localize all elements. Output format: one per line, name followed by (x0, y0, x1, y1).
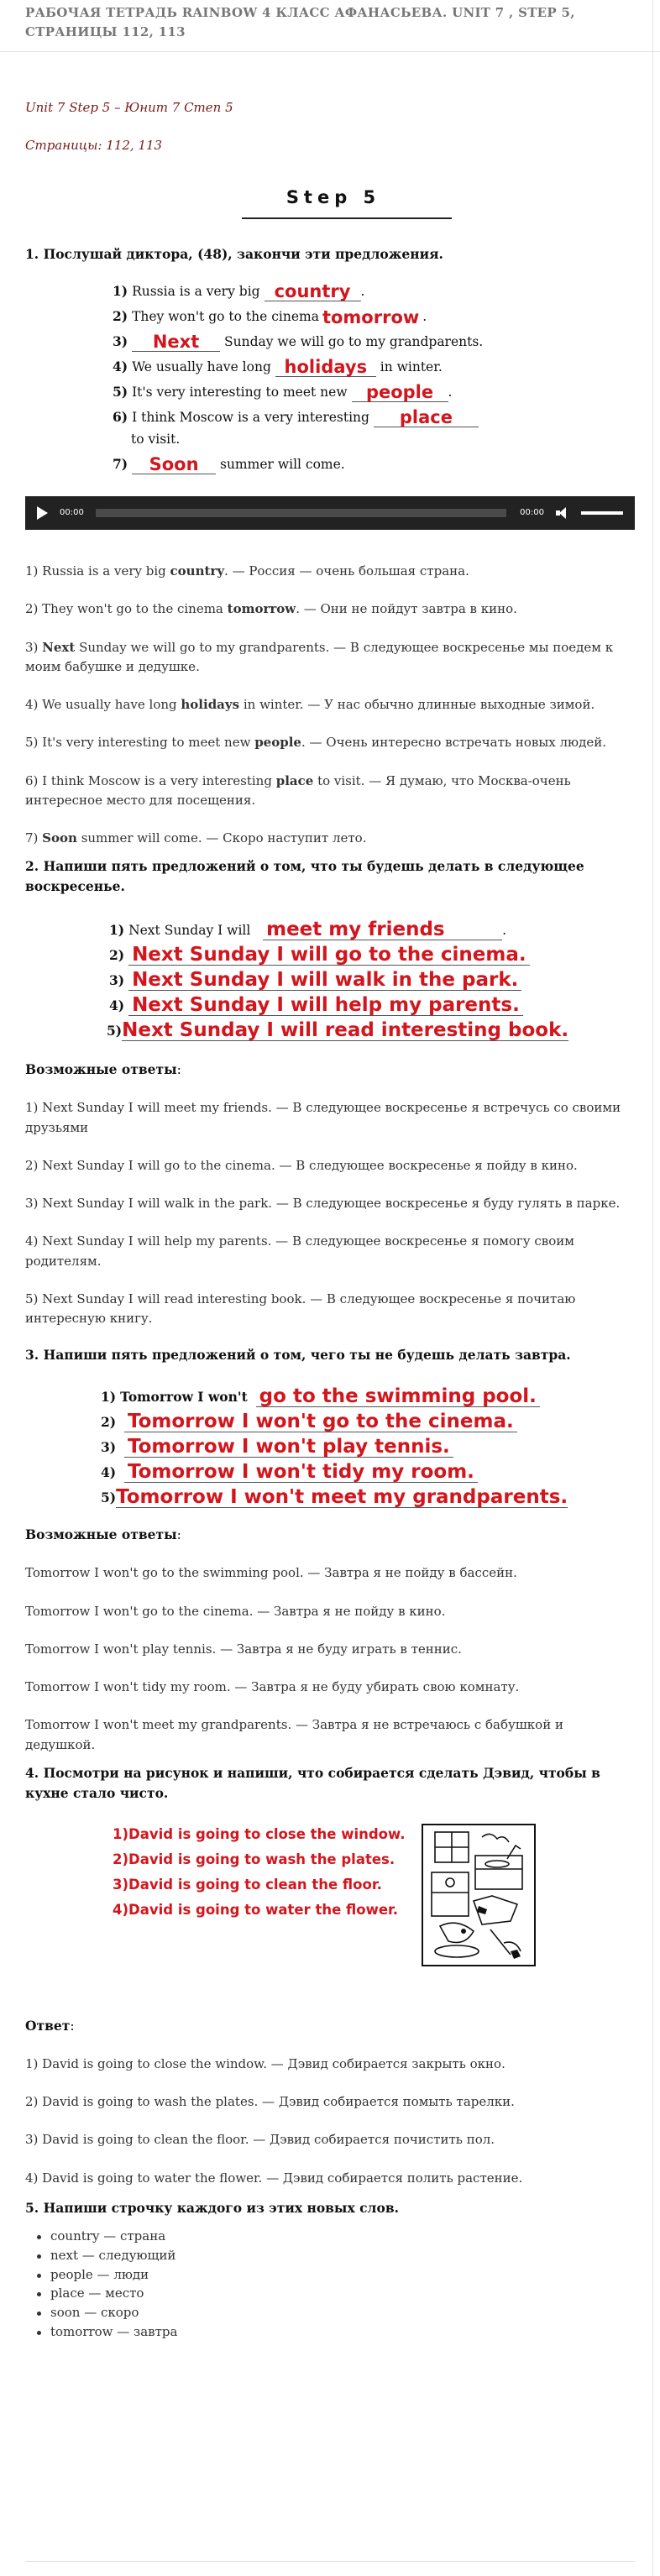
current-time: 00:00 (60, 508, 84, 518)
task4-answer-list (113, 1822, 405, 1923)
task2-line: 5) Next Sunday I will read interesting book. (107, 1019, 569, 1042)
task4-answers (25, 2055, 635, 2188)
answer-paragraph: 3) Next Sunday I will walk in the park. — В следующее воскресенье я буду гулять в парке. (25, 1196, 621, 1212)
task3-line: 4) Tomorrow I won't tidy my room. (101, 1458, 635, 1483)
task4-heading: 4. Посмотри на рисунок и напиши, что собирается сделать Дэвид, чтобы в кухне стало чисто. (25, 1764, 600, 1801)
play-icon[interactable] (37, 506, 48, 520)
answer-paragraph: 2) Next Sunday I will go to the cinema. — В следующее воскресенье я пойду в кино. (25, 1157, 578, 1173)
kitchen-drawing-icon (423, 1825, 534, 1965)
task1-line: 2) They won't go to the cinema tomorrow . (113, 307, 427, 328)
task1-answers (25, 562, 635, 848)
audio-progress-track[interactable] (96, 509, 506, 517)
volume-icon[interactable] (556, 506, 573, 520)
task1-line: 1) Russia is a very big country . (113, 281, 365, 302)
task1-line: 3) Next Sunday we will go to my grandparents. (113, 332, 484, 353)
task1-line: 5) It's very interesting to meet new people . (113, 382, 453, 403)
answer-paragraph: Tomorrow I won't go to the swimming pool. — Завтра я не пойду в бассейн. (25, 1565, 517, 1581)
answer-paragraph: 5) It's very interesting to meet new people. — Очень интересно встречать новых людей. (25, 735, 606, 751)
answer-paragraph: 1) David is going to close the window. — Дэвид собирается закрыть окно. (25, 2055, 505, 2071)
task1-heading: 1. Послушай диктора, (48), закончи эти предложения. (25, 246, 443, 262)
task1-line: 7) Soon summer will come. (113, 454, 345, 475)
task3-answer: go to the swimming pool. (256, 1387, 540, 1407)
answer-paragraph: Tomorrow I won't tidy my room. — Завтра я не буду убирать свою комнату. (25, 1679, 520, 1695)
article-content (0, 98, 660, 2342)
task4-line: 2)David is going to wash the plates. (113, 1851, 395, 1867)
vocabulary-item: next — следующий (50, 2246, 635, 2265)
right-border (652, 0, 653, 2576)
answer-paragraph: 1) Next Sunday I will meet my friends. — В следующее воскресенье я встречусь со своими друзьями (25, 1100, 621, 1135)
answer-holidays: holidays (275, 359, 376, 377)
task5-heading: 5. Напиши строчку каждого из этих новых слов. (25, 2199, 399, 2216)
answer-paragraph: 5) Next Sunday I will read interesting book. — В следующее воскресенье я почитаю интересную книгу. (25, 1291, 576, 1327)
answer-paragraph: 4) David is going to water the flower. — Дэвид собирается полить растение. (25, 2170, 523, 2186)
answer-paragraph: 4) We usually have long holidays in winter. — У нас обычно длинные выходные зимой. (25, 697, 595, 713)
task2-line: 3) Next Sunday I will walk in the park. (109, 966, 635, 991)
duration-time: 00:00 (520, 508, 544, 518)
task2-answers-label: Возможные ответы: (25, 1061, 181, 1078)
task3-answers (25, 1563, 635, 1755)
vocabulary-item: soon — скоро (50, 2303, 635, 2322)
unit-subtitle: Unit 7 Step 5 – Юнит 7 Степ 5 (25, 99, 233, 115)
answer-paragraph: 3) David is going to clean the floor. — Дэвид собирается почистить пол. (25, 2132, 495, 2148)
task2-exercise-scan (109, 915, 635, 1041)
answer-country: country (265, 283, 361, 301)
vocabulary-item: people — люди (50, 2265, 635, 2285)
answer-next: Next (132, 333, 220, 352)
step-title-text: Step 5 (285, 187, 381, 207)
task2-answer: meet my friends (263, 920, 502, 940)
task4-answers-label: Ответ: (25, 2017, 75, 2034)
task2-line: 4) Next Sunday I will help my parents. (109, 991, 635, 1016)
article-header (0, 0, 660, 52)
vocabulary-item: place — место (50, 2284, 635, 2303)
answer-paragraph: 1) Russia is a very big country. — Россия — очень большая страна. (25, 563, 469, 579)
answer-paragraph: 3) Next Sunday we will go to my grandparents. — В следующее воскресенье мы поедем к моим бабушке и дедушке. (25, 639, 614, 674)
task4-line: 4)David is going to water the flower. (113, 1901, 399, 1918)
answer-paragraph: Tomorrow I won't go to the cinema. — Завтра я не пойду в кино. (25, 1603, 446, 1619)
task3-heading: 3. Напиши пять предложений о том, чего ты не будешь делать завтра. (25, 1347, 571, 1364)
answer-paragraph: 4) Next Sunday I will help my parents. — В следующее воскресенье я помогу своим родителям. (25, 1233, 574, 1269)
task4-exercise-scan (25, 1815, 635, 1987)
answer-paragraph: Tomorrow I won't play tennis. — Завтра я не буду играть в теннис. (25, 1641, 462, 1657)
task1-line-continuation: to visit. (131, 432, 181, 447)
answer-paragraph: 6) I think Moscow is a very interesting place to visit. — Я думаю, что Москва-очень интересное место для посещения. (25, 772, 571, 808)
answer-paragraph: 7) Soon summer will come. — Скоро наступит лето. (25, 830, 367, 846)
vocabulary-list (25, 2227, 635, 2342)
footer-divider (25, 2561, 635, 2562)
task1-line: 4) We usually have long holidays in winter. (113, 357, 443, 378)
answer-paragraph: 2) David is going to wash the plates. — Дэвид собирается помыть тарелки. (25, 2094, 515, 2110)
answer-paragraph: Tomorrow I won't meet my grandparents. — Завтра я не встречаюсь с бабушкой и дедушкой. (25, 1717, 563, 1752)
vocabulary-item: country — страна (50, 2227, 635, 2246)
task3-line: 3) Tomorrow I won't play tennis. (101, 1432, 635, 1458)
kitchen-illustration (422, 1824, 536, 1966)
task2-answers (25, 1098, 635, 1328)
task2-line: 2) Next Sunday I will go to the cinema. (109, 940, 635, 966)
task3-answers-label: Возможные ответы: (25, 1526, 181, 1543)
answer-tomorrow: tomorrow (322, 307, 420, 328)
answer-place: place (374, 409, 479, 427)
step-title-underline (242, 217, 452, 219)
task1-exercise-scan (113, 276, 635, 474)
volume-slider[interactable] (581, 511, 623, 515)
pages-subtitle: Страницы: 112, 113 (25, 137, 163, 153)
vocabulary-item: tomorrow — завтра (50, 2322, 635, 2342)
task4-line: 1)David is going to close the window. (113, 1825, 406, 1842)
task3-exercise-scan (101, 1382, 635, 1508)
answer-paragraph: 2) They won't go to the cinema tomorrow. — Они не пойдут завтра в кино. (25, 601, 517, 617)
task2-heading: 2. Напиши пять предложений о том, что ты будешь делать в следующее воскресенье. (25, 858, 584, 895)
task4-line: 3)David is going to clean the floor. (113, 1876, 382, 1893)
task1-line: 6) I think Moscow is a very interesting place (113, 402, 635, 427)
audio-player (25, 496, 635, 530)
answer-soon: Soon (132, 456, 216, 474)
answer-people: people (352, 384, 448, 402)
task2-line: 1) Next Sunday I will meet my friends . (109, 919, 507, 941)
article-title: РАБОЧАЯ ТЕТРАДЬ RAINBOW 4 КЛАСС АФАНАСЬЕВА. UNIT 7 , STEP 5, СТРАНИЦЫ 112, 113 (25, 5, 575, 40)
task3-line: 2) Tomorrow I won't go to the cinema. (101, 1407, 635, 1432)
task3-line: 5) Tomorrow I won't meet my grandparents. (101, 1486, 568, 1509)
task3-line: 1) Tomorrow I won't go to the swimming pool. (101, 1382, 635, 1407)
